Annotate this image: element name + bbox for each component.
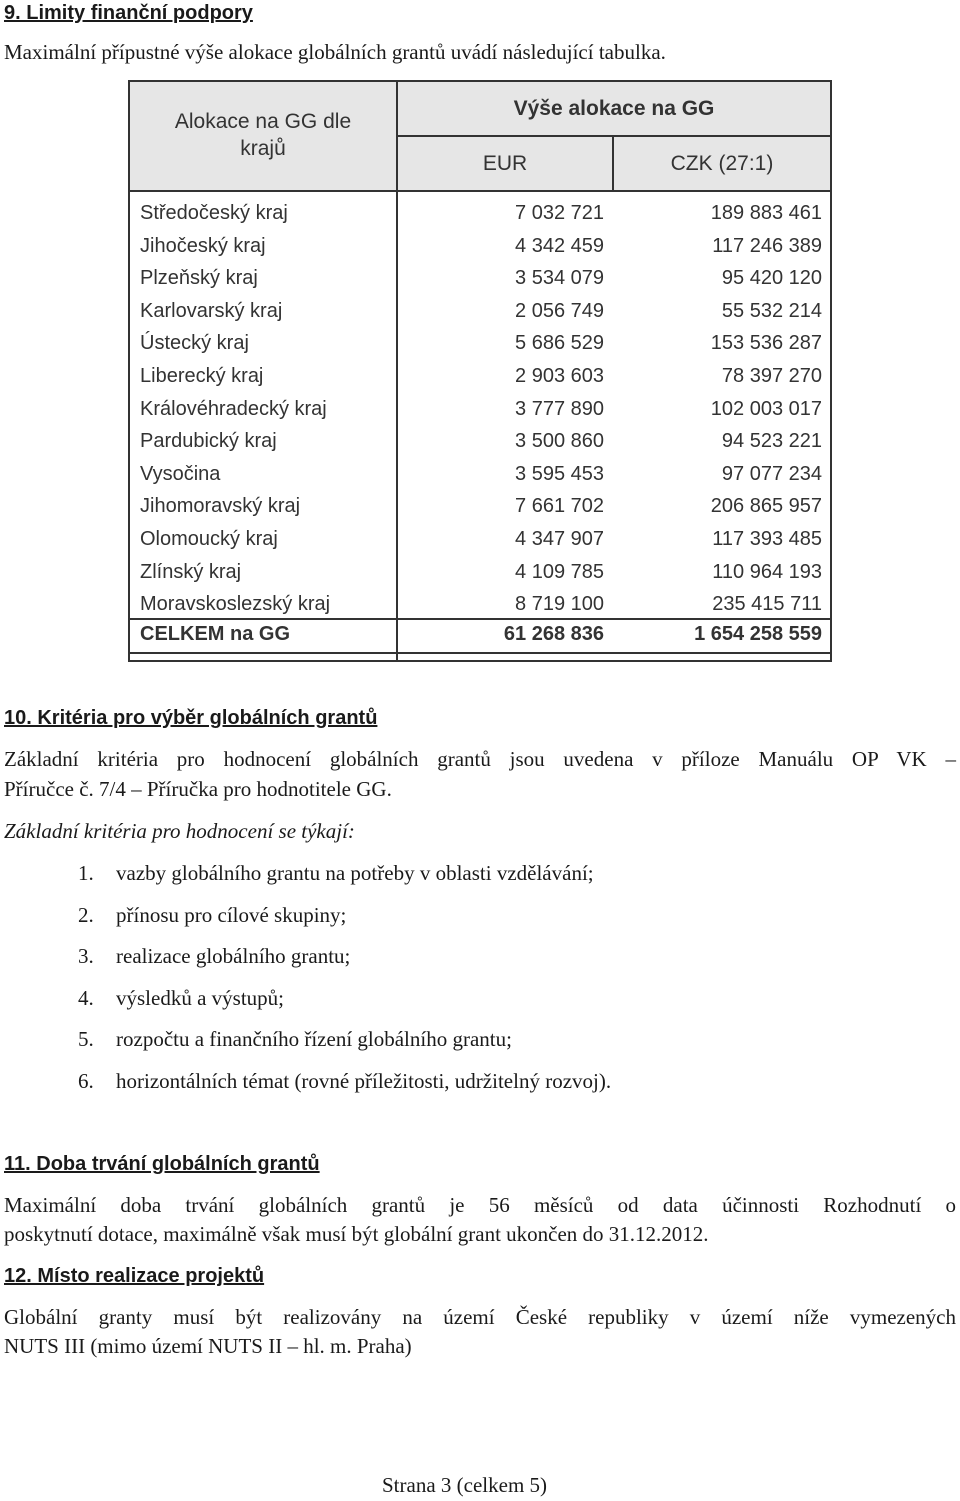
list-item-text: vazby globálního grantu na potřeby v oblasti vzdělávání; <box>116 861 594 885</box>
region-cell: Ústecký kraj <box>140 332 249 355</box>
eur-cell: 3 777 890 <box>515 397 604 420</box>
list-item <box>78 903 346 928</box>
section-10-para-line1: Základní kritéria pro hodnocení globálních grantů jsou uvedena v příloze Manuálu OP VK – <box>4 747 956 771</box>
table-row <box>130 262 830 294</box>
table-header-group: Výše alokace na GG <box>398 82 830 137</box>
czk-cell: 235 415 711 <box>712 593 822 616</box>
czk-cell: 102 003 017 <box>710 397 822 420</box>
eur-cell: 61 268 836 <box>503 622 604 645</box>
region-cell: Liberecký kraj <box>140 365 264 387</box>
eur-cell: 8 719 100 <box>515 593 604 616</box>
page-footer: Strana 3 (celkem 5) <box>382 1473 548 1497</box>
czk-cell: 117 393 485 <box>712 528 822 550</box>
list-item-text: horizontálních témat (rovné příležitosti, udržitelný rozvoj). <box>116 1068 612 1093</box>
list-item <box>78 986 284 1011</box>
allocation-table <box>128 80 832 662</box>
table-row <box>130 393 830 425</box>
czk-cell: 110 964 193 <box>712 560 822 583</box>
region-cell: Vysočina <box>140 462 221 485</box>
eur-cell: 3 500 860 <box>515 430 604 453</box>
section-12-line1: Globální granty musí být realizovány na území České republiky v území níže vymezených <box>4 1305 956 1329</box>
czk-cell: 1 654 258 559 <box>694 622 822 645</box>
table-row <box>130 490 830 522</box>
section-11-title: 11. Doba trvání globálních grantů <box>4 1153 320 1175</box>
table-row <box>130 588 830 620</box>
region-cell: Středočeský kraj <box>140 202 288 224</box>
list-item-number: 3. <box>78 944 94 968</box>
region-cell: Plzeňský kraj <box>140 267 258 290</box>
eur-cell: 4 342 459 <box>515 234 604 257</box>
list-item <box>78 1027 512 1052</box>
region-cell: CELKEM na GG <box>140 622 291 645</box>
section-10-para-line2: Příručce č. 7/4 – Příručka pro hodnotitele GG. <box>4 777 392 801</box>
table-row <box>130 556 830 588</box>
section-11-line1: Maximální doba trvání globálních grantů je 56 měsíců od data účinnosti Rozhodnutí o <box>4 1193 956 1217</box>
eur-cell: 3 534 079 <box>515 267 604 290</box>
czk-cell: 55 532 214 <box>721 299 822 322</box>
header-region-line1: Alokace na GG dle <box>174 110 352 133</box>
table-row <box>130 327 830 359</box>
list-item-text: rozpočtu a finančního řízení globálního grantu; <box>116 1027 512 1051</box>
list-item-number: 2. <box>78 902 94 927</box>
czk-cell: 95 420 120 <box>721 267 822 290</box>
region-cell: Olomoucký kraj <box>140 528 278 550</box>
table-row <box>130 295 830 327</box>
header-region-line2: krajů <box>240 137 286 160</box>
table-row <box>130 230 830 262</box>
czk-cell: 153 536 287 <box>710 332 822 355</box>
region-cell: Jihočeský kraj <box>140 234 266 257</box>
list-item-text: výsledků a výstupů; <box>116 985 284 1010</box>
eur-cell: 7 032 721 <box>515 202 604 224</box>
section-12-title: 12. Místo realizace projektů <box>4 1265 265 1287</box>
czk-cell: 189 883 461 <box>710 202 822 224</box>
region-cell: Jihomoravský kraj <box>140 495 301 518</box>
list-item-text: realizace globálního grantu; <box>116 944 351 968</box>
region-cell: Královéhradecký kraj <box>140 397 327 420</box>
section-11-line2: poskytnutí dotace, maximálně však musí být globální grant ukončen do 31.12.2012. <box>4 1222 709 1246</box>
section-10-title: 10. Kritéria pro výběr globálních grantů <box>4 707 378 729</box>
table-row <box>130 425 830 457</box>
section-12-line2: NUTS III (mimo území NUTS II – hl. m. Praha) <box>4 1334 412 1358</box>
czk-cell: 97 077 234 <box>721 462 822 485</box>
eur-cell: 2 056 749 <box>515 299 604 322</box>
czk-cell: 117 246 389 <box>712 234 822 257</box>
table-row <box>130 360 830 392</box>
czk-cell: 78 397 270 <box>721 365 822 387</box>
eur-cell: 4 347 907 <box>515 528 604 550</box>
list-item-number: 5. <box>78 1027 94 1051</box>
section-9-intro: Maximální přípustné výše alokace globálních grantů uvádí následující tabulka. <box>4 40 666 64</box>
eur-cell: 7 661 702 <box>515 495 604 518</box>
list-item <box>78 1069 611 1094</box>
region-cell: Zlínský kraj <box>140 560 242 583</box>
czk-cell: 206 865 957 <box>710 495 822 518</box>
eur-cell: 4 109 785 <box>515 560 604 583</box>
czk-cell: 94 523 221 <box>721 430 822 453</box>
table-total-row <box>130 618 830 650</box>
table-header-region <box>130 82 398 192</box>
section-10-subtitle: Základní kritéria pro hodnocení se týkají: <box>4 819 355 843</box>
table-row <box>130 197 830 229</box>
list-item-number: 1. <box>78 861 94 885</box>
table-header-czk: CZK (27:1) <box>614 137 830 192</box>
table-row <box>130 458 830 490</box>
eur-cell: 2 903 603 <box>515 365 604 387</box>
list-item-number: 4. <box>78 985 94 1010</box>
list-item-number: 6. <box>78 1068 94 1093</box>
list-item <box>78 944 350 969</box>
eur-cell: 3 595 453 <box>515 462 604 485</box>
region-cell: Pardubický kraj <box>140 430 277 453</box>
region-cell: Moravskoslezský kraj <box>140 593 331 616</box>
eur-cell: 5 686 529 <box>515 332 604 355</box>
list-item <box>78 861 594 886</box>
table-header-eur: EUR <box>398 137 614 192</box>
region-cell: Karlovarský kraj <box>140 299 283 322</box>
section-9-title: 9. Limity finanční podpory <box>4 2 253 24</box>
list-item-text: přínosu pro cílové skupiny; <box>116 902 347 927</box>
table-row <box>130 523 830 555</box>
